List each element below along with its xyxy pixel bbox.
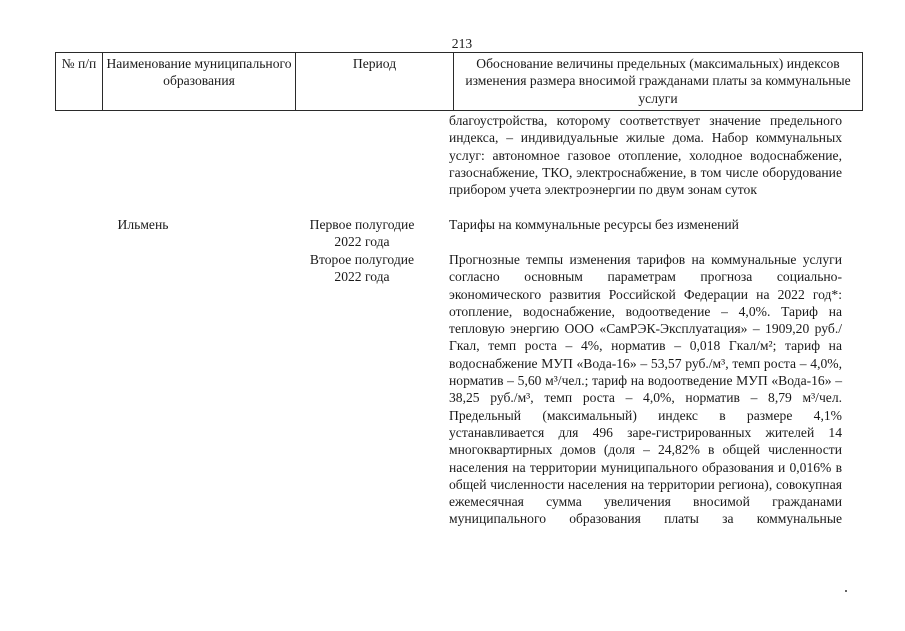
period-second-half: Второе полугодие 2022 года xyxy=(309,252,415,285)
continuation-text: благоустройства, которому соответствует значение предельного индекса, – индивидуальные жилые дома. Набор коммунальных услуг: автономное газовое отопление, холодное водоснабжение, газоснабжение, ТКО, электроснабжение, в том числе оборудование прибором учета электроэнергии по двум зонам суток xyxy=(449,113,842,198)
header-municipality: Наименование муниципального образования xyxy=(103,53,296,111)
second-half-text: Прогнозные темпы изменения тарифов на коммунальные услуги согласно основным параметрам прогноза социально-экономического развития Российской Федерации на 2022 год*: отопление, водоснабжение, водоотведение – 4,0%. Тариф на тепловую энергию ООО «СамРЭК-Эксплуатация» – 1909,20 руб./Гкал, темп роста – 4%, норматив – 0,018 Гкал/м²; тариф на водоснабжение МУП «Вода-16» – 53,57 руб./м³, темп роста – 4,0%, норматив – 5,60 м³/чел.; тариф на водоотведение МУП «Вода-16» – 38,25 руб./м³, темп роста – 4,0%, норматив – 8,79 м³/чел. Предельный (максимальный) индекс в размере 4,1% устанавливается для 496 заре-гистрированных жителей 14 многоквартирных домов (доля – 24,82% в общей численности населения на территории муниципального образования и 0,016% в общей численности населения на территории региона), совокупная ежемесячная сумма увеличения вносимой гражданами муниципального образования платы за коммунальные xyxy=(449,252,842,527)
header-number: № п/п xyxy=(56,53,103,111)
page-number: 213 xyxy=(451,36,473,51)
table-header xyxy=(55,52,863,111)
scan-speck xyxy=(845,590,847,592)
header-justification: Обоснование величины предельных (максимальных) индексов изменения размера вносимой гражданами платы за коммунальные услуги xyxy=(454,53,863,111)
first-half-text: Тарифы на коммунальные ресурсы без изменений xyxy=(449,217,739,232)
municipality-name: Ильмень xyxy=(117,217,169,232)
period-first-half: Первое полугодие 2022 года xyxy=(309,217,415,250)
header-period: Период xyxy=(296,53,454,111)
